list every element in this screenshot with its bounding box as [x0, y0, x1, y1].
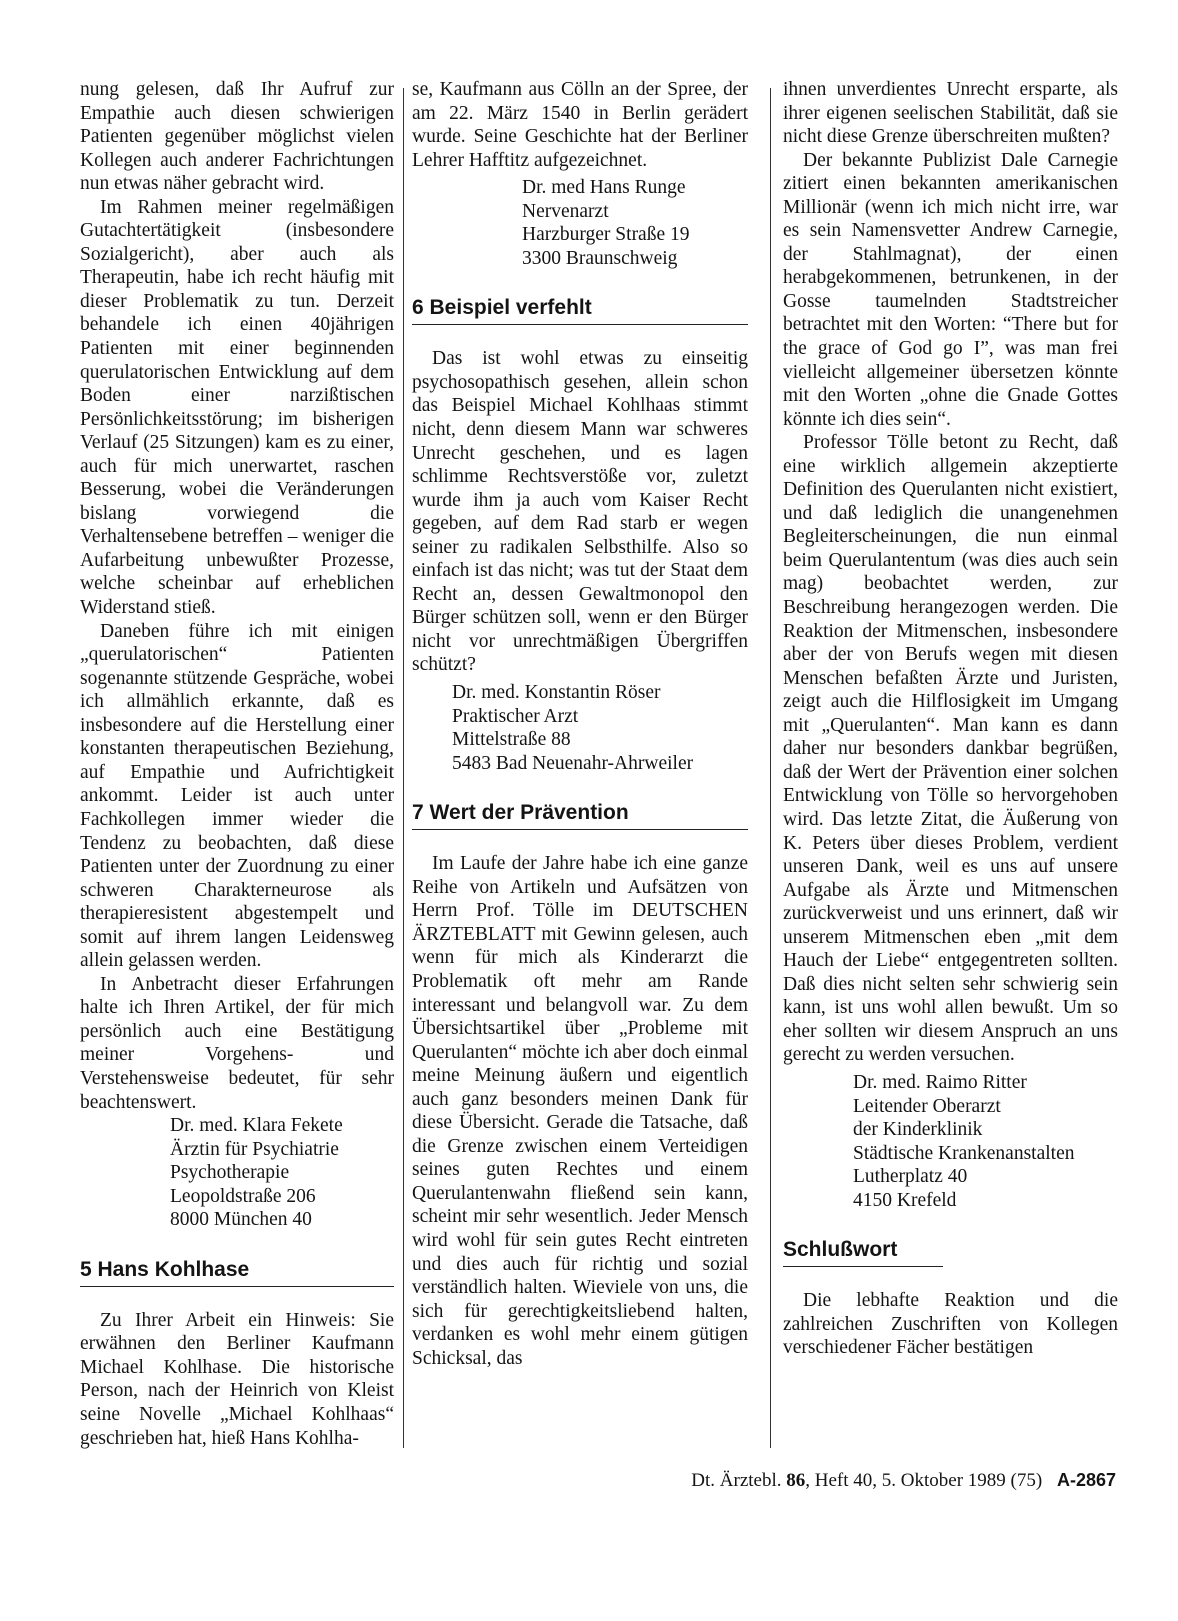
signature-line: 5483 Bad Neuenahr-Ahrweiler [452, 752, 694, 774]
signature-line: Harzburger Straße 19 [522, 224, 690, 246]
signature-block [853, 1071, 1118, 1212]
section-heading: 7 Wert der Prävention [412, 801, 748, 830]
paragraph: Im Rahmen meiner regelmäßigen Gutachtertätigkeit (insbesondere Sozialgericht), aber auch als Therapeutin, habe ich recht häufig mit dieser Problematik zu tun. Derzeit behandele ich einen 40jährigen Patienten mit einer beginnenden querulatorischen Entwicklung auf dem Boden einer narzißtischen Persönlichkeitsstörung; im bisherigen Verlauf (25 Sitzungen) kam es zu einer, auch für mich unerwartet, raschen Besserung, wobei die Veränderungen bislang vorwiegend die Verhaltensebene betreffen – weniger die Aufarbeitung unbewußter Prozesse, welche scheinbar auf erheblichen Widerstand stieß. [80, 196, 394, 619]
paragraph: se, Kaufmann aus Cölln an der Spree, der am 22. März 1540 in Berlin gerädert wurde. Seine Geschichte hat der Berliner Lehrer Hafftitz aufgezeichnet. [412, 79, 748, 171]
section-heading: Schlußwort [783, 1238, 943, 1267]
column-2 [412, 78, 748, 1370]
signature-line: Psychotherapie [170, 1162, 290, 1184]
section-heading: 5 Hans Kohlhase [80, 1258, 394, 1287]
paragraph: Im Laufe der Jahre habe ich eine ganze Reihe von Artikeln und Aufsätzen von Herrn Prof. Tölle im DEUTSCHEN ÄRZTEBLATT mit Gewinn gelesen, auch wenn für mich als Kinderarzt die Problematik oft mehr am Rande interessant und belangvoll war. Zu dem Übersichtsartikel über „Probleme mit Querulanten“ möchte ich aber doch einmal meine Meinung äußern und eigentlich auch ganz besonders meinen Dank für diese Übersicht. Gerade die Tatsache, daß die Grenze zwischen einem Verteidigen seines guten Rechtes und einem Querulantenwahn fließend sein kann, scheint mir sehr wesentlich. Jeder Mensch wird wohl für sein gutes Recht eintreten und dies auch für richtig und sozial verständlich halten. Wieviele von uns, die sich für gerechtigkeitsliebend halten, verdanken es wohl mehr einem gütigen Schicksal, das [412, 853, 748, 1369]
paragraph: nung gelesen, daß Ihr Aufruf zur Empathie auch diesen schwierigen Patienten gegenüber möglichst vielen Kollegen auch anderer Fachrichtungen nun etwas näher gebracht wird. [80, 79, 394, 195]
column-divider [403, 88, 404, 1448]
paragraph: Daneben führe ich mit einigen „querulatorischen“ Patienten sogenannte stützende Gespräche, wobei ich allmählich erkannte, daß es insbesondere auf die Herstellung einer konstanten therapeutischen Beziehung, auf Empathie und Aufrichtigkeit ankommt. Leider ist auch unter Fachkollegen immer wieder die Tendenz zu beobachten, daß diese Patienten unter der Zuordnung zu einer schweren Charakterneurose als therapieresistent abgestempelt und somit auf ihrem langen Leidensweg allein gelassen werden. [80, 620, 394, 972]
signature-line: Leopoldstraße 206 [170, 1185, 316, 1207]
column-1 [80, 78, 394, 1450]
paragraph: Professor Tölle betont zu Recht, daß eine wirklich allgemein akzeptierte Definition des Querulanten nicht existiert, und daß lediglich die unangenehmen Begleiterscheinungen, die nun einmal beim Querulantentum (was dies auch sein mag) beobachtet werden, zur Beschreibung herangezogen werden. Die Reaktion der Mitmenschen, insbesondere aber der von Berufs wegen mit diesen Menschen befaßten Ärzte und Juristen, zeigt auch die Hilflosigkeit im Umgang mit „Querulanten“. Man kann es dann daher nur besonders dankbar begrüßen, daß der Wert der Prävention einer solchen Entwicklung von Tölle so hervorgehoben wird. Das letzte Zitat, die Äußerung von K. Peters über dieses Problem, verdient unseren Dank, weil es uns auf unsere Aufgabe als Ärzte und Mitmenschen zurückverweist und uns erinnert, daß wir unserem Mitmenschen eben „mit dem Hauch der Liebe“ entgegentreten sollten. Daß dies nicht selten sehr schwierig sein kann, ist uns wohl allen bewußt. Um so eher sollten wir diesem Anspruch an uns gerecht zu werden versuchen. [783, 432, 1118, 1066]
paragraph: In Anbetracht dieser Erfahrungen halte ich Ihren Artikel, der für mich persönlich auch eine Bestätigung meiner Vorgehens- und Verstehensweise bedeutet, für sehr beachtenswert. [80, 973, 394, 1113]
page-footer [691, 1469, 1116, 1492]
page-code: A-2867 [1056, 1470, 1116, 1490]
signature-line: Mittelstraße 88 [452, 729, 571, 751]
signature-line: Ärztin für Psychiatrie [170, 1138, 339, 1160]
column-divider [770, 88, 771, 1448]
journal-name: Dt. Ärztebl. [691, 1470, 782, 1491]
signature-line: Nervenarzt [522, 200, 609, 222]
signature-line: Dr. med Hans Runge [522, 177, 686, 199]
signature-line: 4150 Krefeld [853, 1189, 957, 1211]
signature-line: 3300 Braunschweig [522, 247, 678, 269]
column-3 [783, 78, 1118, 1360]
signature-line: Dr. med. Klara Fekete [170, 1115, 343, 1137]
paragraph: Der bekannte Publizist Dale Carnegie zitiert einen bekannten amerikanischen Millionär (wenn ich mich nicht irre, war es sein Namensvetter Andrew Carnegie, der Stahlmagnat), der einen herabgekommenen, betrunkenen, in der Gosse taumelnden Stadtstreicher betrachtet mit den Worten: “There but for the grace of God go I”, was man frei vielleicht allgemeiner übersetzen könnte mit den Worten „ohne die Gnade Gottes könnte ich dies sein“. [783, 149, 1118, 430]
signature-line: Lutherplatz 40 [853, 1166, 968, 1188]
signature-block [452, 681, 748, 775]
signature-line: Leitender Oberarzt [853, 1095, 1001, 1117]
signature-block [170, 1114, 394, 1232]
signature-line: Städtische Krankenanstalten [853, 1142, 1075, 1164]
paragraph: ihnen unverdientes Unrecht ersparte, als ihrer eigenen seelischen Stabilität, daß sie nicht diese Grenze überschreiten mußten? [783, 79, 1118, 148]
signature-line: der Kinderklinik [853, 1119, 983, 1141]
signature-line: Dr. med. Raimo Ritter [853, 1071, 1027, 1093]
signature-line: 8000 München 40 [170, 1209, 312, 1231]
paragraph: Das ist wohl etwas zu einseitig psychosopathisch gesehen, allein schon das Beispiel Michael Kohlhaas stimmt nicht, denn diesem Mann war schweres Unrecht geschehen, und es lagen schlimme Rechtsverstöße vor, zuletzt wurde ihm ja auch vom Kaiser Recht gegeben, auf dem Rad starb er wegen seiner zu radikalen Selbsthilfe. Also so einfach ist das nicht; was tut der Staat dem Recht an, dessen Gewaltmonopol den Bürger schützen soll, wenn er den Bürger nicht vor unrechtmäßigen Übergriffen schützt? [412, 348, 748, 676]
issue-info: , Heft 40, 5. Oktober 1989 (75) [805, 1470, 1043, 1491]
signature-line: Dr. med. Konstantin Röser [452, 682, 661, 704]
paragraph: Zu Ihrer Arbeit ein Hinweis: Sie erwähnen den Berliner Kaufmann Michael Kohlhase. Die historische Person, nach der Heinrich von Kleist seine Novelle „Michael Kohlhaas“ geschrieben hat, hieß Hans Kohlha- [80, 1309, 394, 1449]
signature-line: Praktischer Arzt [452, 705, 579, 727]
paragraph: Die lebhafte Reaktion und die zahlreichen Zuschriften von Kollegen verschiedener Fächer bestätigen [783, 1290, 1118, 1359]
volume-number: 86 [786, 1470, 806, 1491]
signature-block [522, 176, 748, 270]
section-heading: 6 Beispiel verfehlt [412, 296, 748, 325]
